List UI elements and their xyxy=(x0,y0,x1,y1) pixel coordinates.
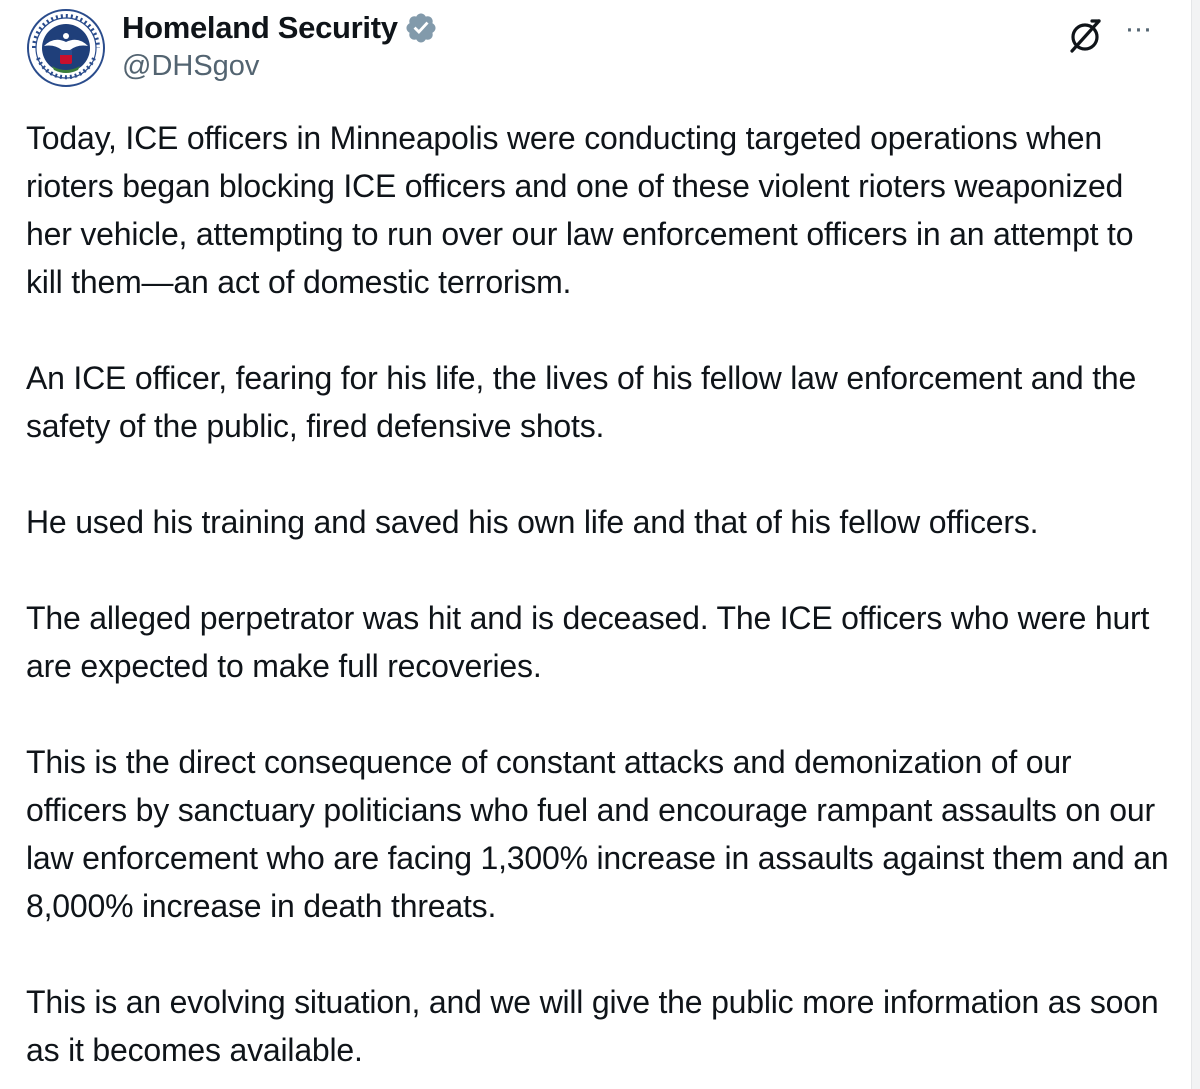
scrollbar-track[interactable] xyxy=(1191,0,1200,1089)
post-paragraph: This is the direct consequence of constant attacks and demonization of our officers by sanctuary politicians who fuel and encourage rampant assaults on our law enforcement who are facing 1,300% increase in assaults against them and an 8,000% increase in death threats. xyxy=(26,744,1169,924)
post-paragraph: He used his training and saved his own life and that of his fellow officers. xyxy=(26,504,1039,540)
post-paragraph: The alleged perpetrator was hit and is deceased. The ICE officers who were hurt are expected to make full recoveries. xyxy=(26,600,1150,684)
post-paragraph: Today, ICE officers in Minneapolis were conducting targeted operations when rioters began blocking ICE officers and one of these violent rioters weaponized her vehicle, attempting to run over our law enforcement officers in an attempt to kill them—an act of domestic terrorism. xyxy=(26,120,1134,300)
dhs-seal-icon xyxy=(24,6,108,90)
verified-badge-icon[interactable] xyxy=(404,11,438,45)
author-names xyxy=(122,8,438,83)
post-paragraph: This is an evolving situation, and we will give the public more information as soon as it becomes available. xyxy=(26,984,1159,1068)
post-header xyxy=(24,6,1164,96)
display-name[interactable]: Homeland Security xyxy=(122,10,398,45)
display-name-row xyxy=(122,8,438,48)
avatar[interactable] xyxy=(24,6,108,90)
post-paragraph: An ICE officer, fearing for his life, the lives of his fellow law enforcement and the safety of the public, fired defensive shots. xyxy=(26,360,1137,444)
handle[interactable]: @DHSgov xyxy=(122,50,260,82)
post-text xyxy=(26,114,1176,1074)
more-options-icon[interactable]: ··· xyxy=(1124,12,1152,45)
grok-icon[interactable] xyxy=(1066,16,1106,56)
